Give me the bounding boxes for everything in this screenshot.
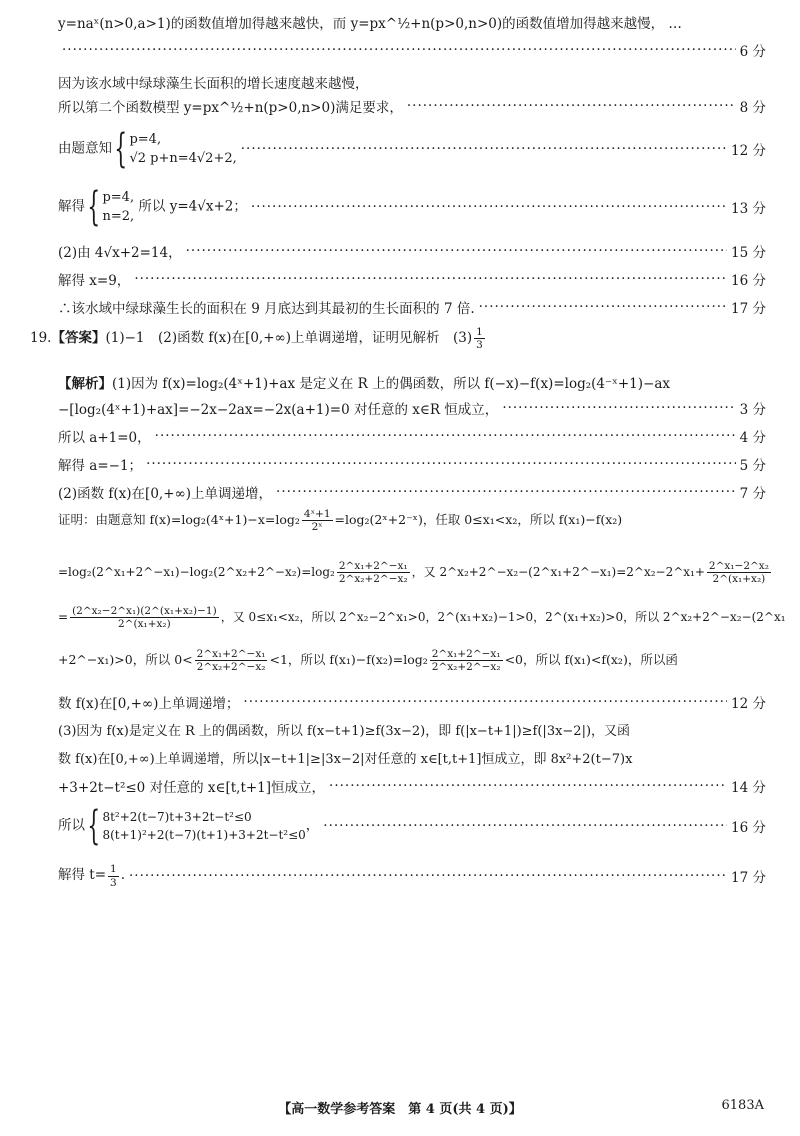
line-text: y=naˣ(n>0,a>1)的函数值增加得越来越快，而 y=px^½+n(p>0,n>0)的函数值增加得越来越慢， (58, 16, 665, 32)
line-text: (2)函数 f(x)在[0,+∞)上单调递增， (58, 486, 273, 502)
score: 16 分 (731, 273, 766, 289)
line-text: 数 f(x)在[0,+∞)上单调递增； (58, 696, 240, 712)
fraction-denominator: 2^x₂+2^−x₂ (338, 573, 408, 586)
line-text: 证明：由题意知 f(x)=log₂(4ˣ+1)−x=log₂ (58, 512, 300, 528)
line-text: 所以 (58, 817, 85, 834)
score-row (58, 96, 766, 116)
score: 5 分 (739, 458, 766, 474)
line-text: ，又 0≤x₁<x₂，所以 2^x₂−2^x₁>0，2^(x₁+x₂)−1>0，2^(x₁+x₂)>0，所以 2^x₂+2^−x₂−(2^x₁ (220, 610, 786, 625)
score: 17 分 (731, 301, 766, 317)
line-text: (3)因为 f(x)是定义在 R 上的偶函数，所以 f(x−t+1)≥f(3x−2)，即 f(|x−t+1|)≥f(|3x−2|)，又函 (58, 724, 631, 739)
brace-icon: { (87, 184, 101, 230)
line-text: <0，所以 f(x₁)<f(x₂)，所以函 (504, 652, 678, 668)
equation: 8(t+1)²+2(t−7)(t+1)+3+2t−t²≤0 (102, 828, 306, 842)
fraction (108, 863, 119, 888)
score-row (58, 426, 766, 446)
score: 17 分 (731, 870, 766, 886)
fraction (707, 560, 771, 585)
solution-line (58, 372, 670, 392)
fraction-denominator: 2^x₂+2^−x₂ (431, 661, 501, 674)
proof-line (58, 560, 773, 585)
line-text: 所以 a+1=0， (58, 430, 151, 446)
fraction (302, 508, 333, 533)
score-row (58, 269, 766, 289)
line-text (58, 863, 125, 888)
line-dots: … (668, 16, 682, 32)
score: 7 分 (739, 486, 766, 502)
line-text: 解得 (58, 198, 85, 215)
fraction-denominator: 3 (110, 876, 117, 889)
score-row (58, 776, 766, 796)
footer-title: 【高一数学参考答案 第 4 页(共 4 页)】 (278, 1102, 522, 1117)
fraction-numerator: (2^x₂−2^x₁)(2^(x₁+x₂)−1) (72, 605, 217, 617)
line-text: (2)由 4√x+2=14， (58, 245, 182, 261)
score-row (58, 858, 766, 894)
line-text: −[log₂(4ˣ+1)+ax]=−2x−2ax=−2x(a+1)=0 对任意的 x∈R 恒成立， (58, 402, 499, 418)
fraction-denominator: 2^x₂+2^−x₂ (196, 661, 266, 674)
fraction-numerator: 2^x₁−2^x₂ (708, 560, 769, 572)
score-row (58, 800, 766, 852)
score: 13 分 (731, 201, 766, 217)
line-text: 所以 y=4√x+2； (138, 198, 247, 215)
fraction-numerator: 2^x₁+2^−x₁ (338, 560, 408, 572)
equation: n=2, (102, 209, 135, 224)
score-row (58, 482, 766, 502)
score: 12 分 (731, 143, 766, 159)
line-text: (1)因为 f(x)=log₂(4ˣ+1)+ax 是定义在 R 上的偶函数，所以 f(−x)−f(x)=log₂(4⁻ˣ+1)−ax (112, 376, 670, 392)
fraction-numerator: 2^x₁+2^−x₁ (431, 648, 501, 660)
line-text: . (120, 867, 126, 884)
document-code: 6183A (721, 1098, 764, 1113)
line-text: 解得 t= (58, 867, 107, 884)
score: 3 分 (739, 402, 766, 418)
line-text: 数 f(x)在[0,+∞)上单调递增，所以|x−t+1|≥|3x−2|对任意的 x∈[t,t+1]恒成立，即 8x²+2(t−7)x (58, 752, 633, 767)
fraction (474, 326, 485, 351)
score: 16 分 (731, 820, 766, 836)
fraction (195, 648, 268, 673)
line-text: (1)−1 (2)函数 f(x)在[0,+∞)上单调递增，证明见解析 (3) (105, 330, 473, 347)
fraction (337, 560, 410, 585)
equation-system (58, 184, 247, 230)
brace-icon: { (87, 803, 101, 849)
line-text: 因为该水域中绿球藻生长面积的增长速度越来越慢， (58, 76, 369, 92)
solution-line (58, 748, 632, 767)
analysis-label: 【解析】 (58, 376, 112, 392)
line-text: ，又 2^x₂+2^−x₂−(2^x₁+2^−x₁)=2^x₂−2^x₁+ (411, 565, 705, 580)
equation-system (58, 126, 237, 172)
equation-system (58, 803, 320, 849)
proof-line (58, 508, 622, 533)
score: 6 分 (739, 44, 766, 60)
fraction (430, 648, 503, 673)
score-row (58, 297, 766, 317)
brace-icon: { (114, 126, 128, 172)
equation: p=4, (129, 131, 162, 147)
line-text: <1，所以 f(x₁)−f(x₂)=log₂ (269, 652, 428, 668)
equation: √2 p+n=4√2+2, (129, 151, 237, 166)
score-row (58, 241, 766, 261)
line-text: ， (305, 817, 320, 834)
line-text: ∴该水域中绿球藻生长的面积在 9 月底达到其最初的生长面积的 7 倍. (58, 301, 475, 317)
score: 4 分 (739, 430, 766, 446)
score-row (58, 454, 766, 474)
line-text: 由题意知 (58, 140, 112, 157)
fraction-denominator: 3 (476, 339, 483, 352)
solution-line (58, 72, 369, 92)
question-answer (30, 326, 487, 351)
score-row (58, 40, 766, 60)
equation: p=4, (102, 189, 135, 205)
fraction-denominator: 2^(x₁+x₂) (118, 618, 171, 631)
line-text: = (58, 610, 69, 625)
score: 14 分 (731, 780, 766, 796)
fraction-numerator: 1 (110, 863, 117, 876)
score-row (58, 124, 766, 174)
line-text: 解得 a=−1； (58, 458, 143, 474)
proof-line (58, 605, 786, 630)
score-row (58, 692, 766, 712)
score: 8 分 (739, 100, 766, 116)
line-text: +3+2t−t²≤0 对任意的 x∈[t,t+1]恒成立， (58, 780, 326, 796)
line-text: +2^−x₁)>0，所以 0< (58, 652, 193, 668)
line-text: 所以第二个函数模型 y=px^½+n(p>0,n>0)满足要求， (58, 100, 403, 116)
fraction-numerator: 1 (476, 326, 483, 338)
score-row (58, 398, 766, 418)
fraction (70, 605, 219, 630)
fraction-numerator: 2^x₁+2^−x₁ (196, 648, 266, 660)
question-number: 19. (30, 330, 52, 347)
solution-line (58, 720, 630, 739)
fraction-numerator: 4ˣ+1 (303, 508, 331, 520)
score: 15 分 (731, 245, 766, 261)
score: 12 分 (731, 696, 766, 712)
line-text: =log₂(2^x₁+2^−x₁)−log₂(2^x₂+2^−x₂)=log₂ (58, 565, 335, 580)
equation: 8t²+2(t−7)t+3+2t−t²≤0 (102, 810, 252, 824)
score-row (58, 182, 766, 232)
fraction-denominator: 2^(x₁+x₂) (712, 573, 766, 586)
proof-line (58, 648, 678, 673)
fraction-denominator: 2ˣ (311, 521, 323, 534)
line-text: =log₂(2ˣ+2⁻ˣ)，任取 0≤x₁<x₂，所以 f(x₁)−f(x₂) (334, 512, 623, 528)
answer-label: 【答案】 (51, 330, 106, 347)
line-text: 解得 x=9， (58, 273, 131, 289)
solution-line (58, 12, 682, 32)
